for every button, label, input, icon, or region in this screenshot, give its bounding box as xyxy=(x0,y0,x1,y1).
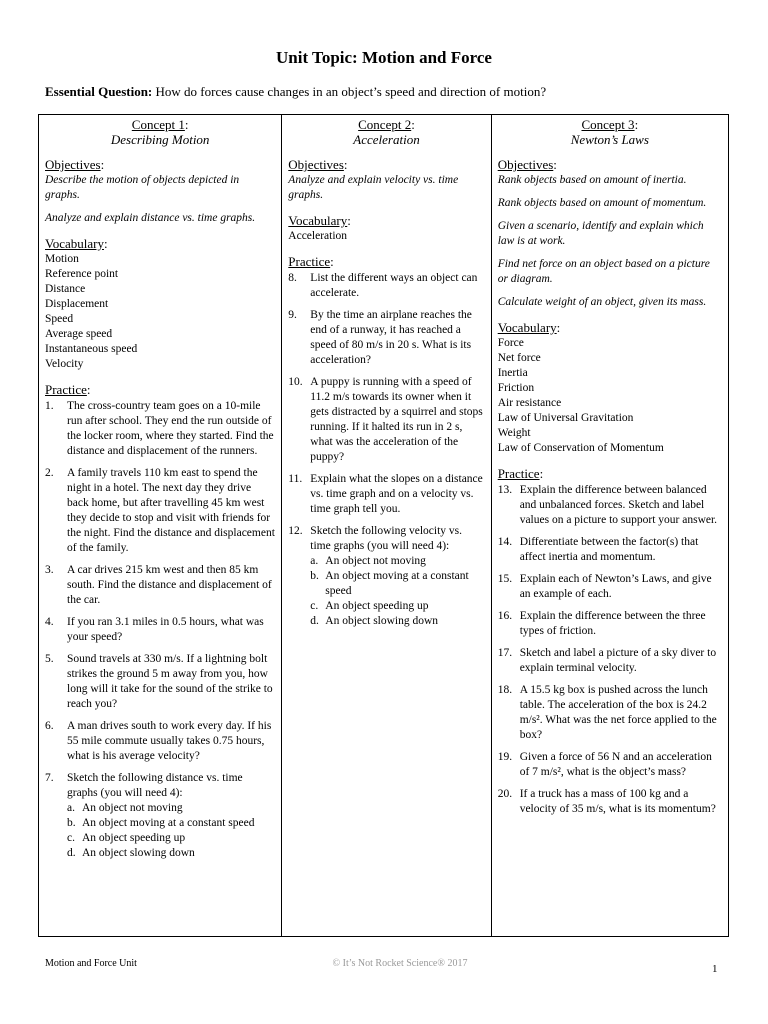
practice-list xyxy=(288,271,484,629)
vocab-term: Weight xyxy=(497,427,531,439)
concept-number: Concept 2 xyxy=(358,117,412,132)
sub-item: a. An object not moving xyxy=(67,802,183,814)
concept-2-column xyxy=(282,115,491,936)
vocab-term: Motion xyxy=(45,253,79,265)
essential-question-text: How do forces cause changes in an object’s speed and direction of motion? xyxy=(155,84,547,99)
objective: Analyze and explain velocity vs. time graphs. xyxy=(288,174,459,201)
footer-unit-name: Motion and Force Unit xyxy=(45,958,137,969)
practice-list xyxy=(498,483,722,817)
practice-item: 10. A puppy is running with a speed of 11.2 m/s towards its owner when it gets distracted by a squirrel and stops running. If it halted its run in 2 s, what was the acceleration of the puppy? xyxy=(288,376,483,463)
objectives-heading: Objectives: xyxy=(288,157,348,172)
essential-question xyxy=(45,84,546,100)
practice-item: 17. Sketch and label a picture of a sky diver to explain terminal velocity. xyxy=(497,647,717,674)
concept-2-header: Concept 2: Acceleration xyxy=(288,117,484,147)
sub-item: d. An object slowing down xyxy=(310,615,439,627)
vocab-term: Force xyxy=(497,337,524,349)
practice-item: 2. A family travels 110 km east to spend the night in a hotel. The next day they drive back home, but after travelling 45 km west they decide to stop and visit with friends for the night. Find the distance and displacement of the family. xyxy=(45,467,275,554)
vocab-term: Instantaneous speed xyxy=(45,343,138,355)
concept-name: Newton’s Laws xyxy=(570,132,649,147)
practice-item: 6. A man drives south to work every day. If his 55 mile commute usually takes 0.75 hours, what is his average velocity? xyxy=(45,720,272,762)
practice-item: 18. A 15.5 kg box is pushed across the lunch table. The acceleration of the box is 24.2 m/s². What was the net force applied to the box? xyxy=(497,684,717,741)
objective: Rank objects based on amount of inertia. xyxy=(497,174,687,186)
practice-item: 14. Differentiate between the factor(s) that affect inertia and momentum. xyxy=(497,536,699,563)
practice-item: 16. Explain the difference between the three types of friction. xyxy=(497,610,706,637)
objectives-heading: Objectives: xyxy=(45,157,105,172)
sub-list xyxy=(288,554,484,629)
objective: Describe the motion of objects depicted in graphs. xyxy=(45,174,240,201)
concept-number: Concept 3 xyxy=(581,117,635,132)
sub-item: a. An object not moving xyxy=(310,555,426,567)
objective: Analyze and explain distance vs. time graphs. xyxy=(45,212,256,224)
practice-item: 15. Explain each of Newton’s Laws, and give an example of each. xyxy=(497,573,712,600)
practice-item: 19. Given a force of 56 N and an acceleration of 7 m/s², what is the object’s mass? xyxy=(497,751,712,778)
practice-heading: Practice: xyxy=(288,254,334,269)
practice-item: 13. Explain the difference between balanced and unbalanced forces. Sketch and label values on a picture to support your answer. xyxy=(497,484,718,526)
sub-list xyxy=(45,801,275,861)
practice-heading: Practice: xyxy=(45,382,91,397)
vocab-term: Friction xyxy=(497,382,535,394)
practice-item: 1. The cross-country team goes on a 10-mile run after school. They end the run outside of the locker room, where they started. Find the distance and displacement of the runners. xyxy=(45,400,274,457)
vocab-term: Law of Universal Gravitation xyxy=(497,412,634,424)
concept-1-column xyxy=(39,115,282,936)
practice-item: 11. Explain what the slopes on a distance vs. time graph and on a velocity vs. time graph tell you. xyxy=(288,473,483,515)
practice-heading: Practice: xyxy=(497,466,544,481)
sub-item: d. An object slowing down xyxy=(67,847,195,859)
practice-item: 7. Sketch the following distance vs. time graphs (you will need 4): xyxy=(45,772,243,799)
concept-table xyxy=(38,114,729,937)
vocab-term: Average speed xyxy=(45,328,113,340)
vocab-term: Distance xyxy=(45,283,86,295)
vocabulary-list xyxy=(498,336,722,456)
practice-item: 5. Sound travels at 330 m/s. If a lightning bolt strikes the ground 5 m away from you, how long will it take for the sound of the strike to reach you? xyxy=(45,653,273,710)
sub-item: c. An object speeding up xyxy=(310,600,429,612)
objective: Calculate weight of an object, given its mass. xyxy=(497,296,707,308)
vocabulary-heading: Vocabulary: xyxy=(45,236,108,251)
concept-3-header: Concept 3: Newton’s Laws xyxy=(498,117,722,147)
vocab-term: Air resistance xyxy=(497,397,562,409)
sub-item: b. An object moving at a constant speed xyxy=(67,817,255,829)
objective: Given a scenario, identify and explain which law is at work. xyxy=(497,220,704,247)
practice-item: 3. A car drives 215 km west and then 85 km south. Find the distance and displacement of the car. xyxy=(45,564,272,606)
sub-item: c. An object speeding up xyxy=(67,832,186,844)
practice-item: 20. If a truck has a mass of 100 kg and a velocity of 35 m/s, what is its momentum? xyxy=(497,788,716,815)
vocabulary-heading: Vocabulary: xyxy=(288,213,351,228)
concept-name: Describing Motion xyxy=(110,132,210,147)
practice-item: 12. Sketch the following velocity vs. time graphs (you will need 4): xyxy=(288,525,463,552)
concept-name: Acceleration xyxy=(353,132,420,147)
page-title: Unit Topic: Motion and Force xyxy=(276,48,492,67)
essential-question-label: Essential Question: xyxy=(45,84,153,99)
vocab-term: Velocity xyxy=(45,358,84,370)
objective: Find net force on an object based on a picture or diagram. xyxy=(497,258,710,285)
practice-item: 4. If you ran 3.1 miles in 0.5 hours, what was your speed? xyxy=(45,616,264,643)
vocab-term: Reference point xyxy=(45,268,119,280)
sub-item: b. An object moving at a constant speed xyxy=(310,570,469,597)
practice-item: 8. List the different ways an object can accelerate. xyxy=(288,272,478,299)
vocabulary-list xyxy=(45,252,275,372)
objective: Rank objects based on amount of momentum. xyxy=(497,197,707,209)
vocab-term: Displacement xyxy=(45,298,109,310)
page-number: 1 xyxy=(712,963,718,975)
vocabulary-list xyxy=(288,229,484,244)
vocab-term: Net force xyxy=(497,352,541,364)
objectives-heading: Objectives: xyxy=(497,157,557,172)
practice-item: 9. By the time an airplane reaches the end of a runway, it has reached a speed of 80 m/s in 20 s. What is its acceleration? xyxy=(288,309,472,366)
concept-number: Concept 1 xyxy=(131,117,185,132)
footer-copyright: © It’s Not Rocket Science® 2017 xyxy=(332,958,468,969)
concept-1-header: Concept 1: Describing Motion xyxy=(45,117,275,147)
concept-3-column xyxy=(492,115,728,936)
practice-list xyxy=(45,399,275,861)
vocab-term: Inertia xyxy=(497,367,528,379)
vocab-term: Speed xyxy=(45,313,74,325)
vocab-term: Law of Conservation of Momentum xyxy=(497,442,664,454)
vocab-term: Acceleration xyxy=(288,230,348,242)
vocabulary-heading: Vocabulary: xyxy=(497,320,561,335)
